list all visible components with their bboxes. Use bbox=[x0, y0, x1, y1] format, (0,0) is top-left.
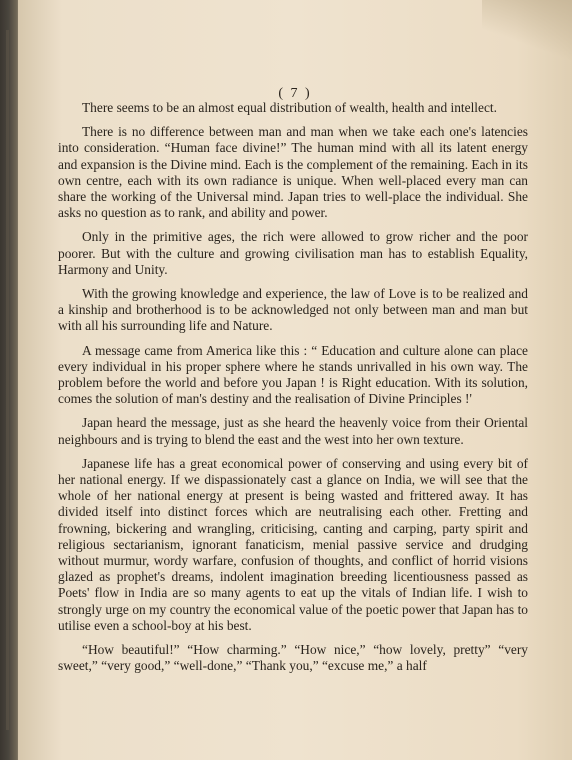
paragraph: Japan heard the message, just as she heard the heavenly voice from their Oriental neighbours and is trying to blend the east and the west into her own texture. bbox=[58, 415, 528, 447]
binding-edge bbox=[6, 30, 9, 730]
page-body bbox=[58, 80, 528, 683]
paragraph: There seems to be an almost equal distribution of wealth, health and intellect. bbox=[82, 100, 497, 115]
paragraph: Only in the primitive ages, the rich were allowed to grow richer and the poor poorer. But with the culture and growing civilisation man has to establish Equality, Harmony and Unity. bbox=[58, 229, 528, 277]
paragraph: Japanese life has a great economical power of conserving and using every bit of her national energy. If we dispassionately cast a glance on India, we will see that the whole of her national energy at present is being wasted and frittered away. It has divided itself into distinct forces which are neutralising each other. Fretting and frowning, bickering and wrangling, criticising, canting and carping, party spirit and religious sectarianism, ignorant fanaticism, menial passive service and drudging without murmur, wordy warfare, confusion of thoughts, and conflict of horrid visions glazed as prophet's dreams, indolent imagination breeding licentiousness passed as Poets' flow in India are so many agents to eat up the vitals of Indian life. I wish to strongly urge on my country the economical value of the poetic power that Japan has to utilise even a school-boy at his best. bbox=[58, 455, 528, 633]
book-page bbox=[18, 0, 572, 760]
paragraph: With the growing knowledge and experience, the law of Love is to be realized and a kinship and brotherhood is to be acknowledged not only between man and man but with all his surrounding life and Nature. bbox=[58, 286, 528, 334]
paragraph: A message came from America like this : “ Education and culture alone can place every individual in his proper sphere where he stands unrivalled in his own way. The problem before the world and before you Japan ! is Right education. With its solution, comes the solution of man's destiny and the realisation of Divine Principles !' bbox=[58, 342, 528, 407]
page-corner-shadow bbox=[482, 0, 572, 70]
paragraph: “How beautiful!” “How charming.” “How nice,” “how lovely, pretty” “very sweet,” “very good,” “well-done,” “Thank you,” “excuse me,” a half bbox=[58, 642, 528, 674]
page-number: ( 7 ) bbox=[278, 86, 312, 101]
paragraph: There is no difference between man and man when we take each one's latencies into consideration. “Human face divine!” The human mind with all its latent energy and expansion is the Divine mind. Each is the complement of the remaining. Each in its own centre, each with its own radiance is unique. When well-placed every man can share the working of the Universal mind. Japan tries to well-place the individual. She asks no question as to rank, and ability and power. bbox=[58, 124, 528, 221]
